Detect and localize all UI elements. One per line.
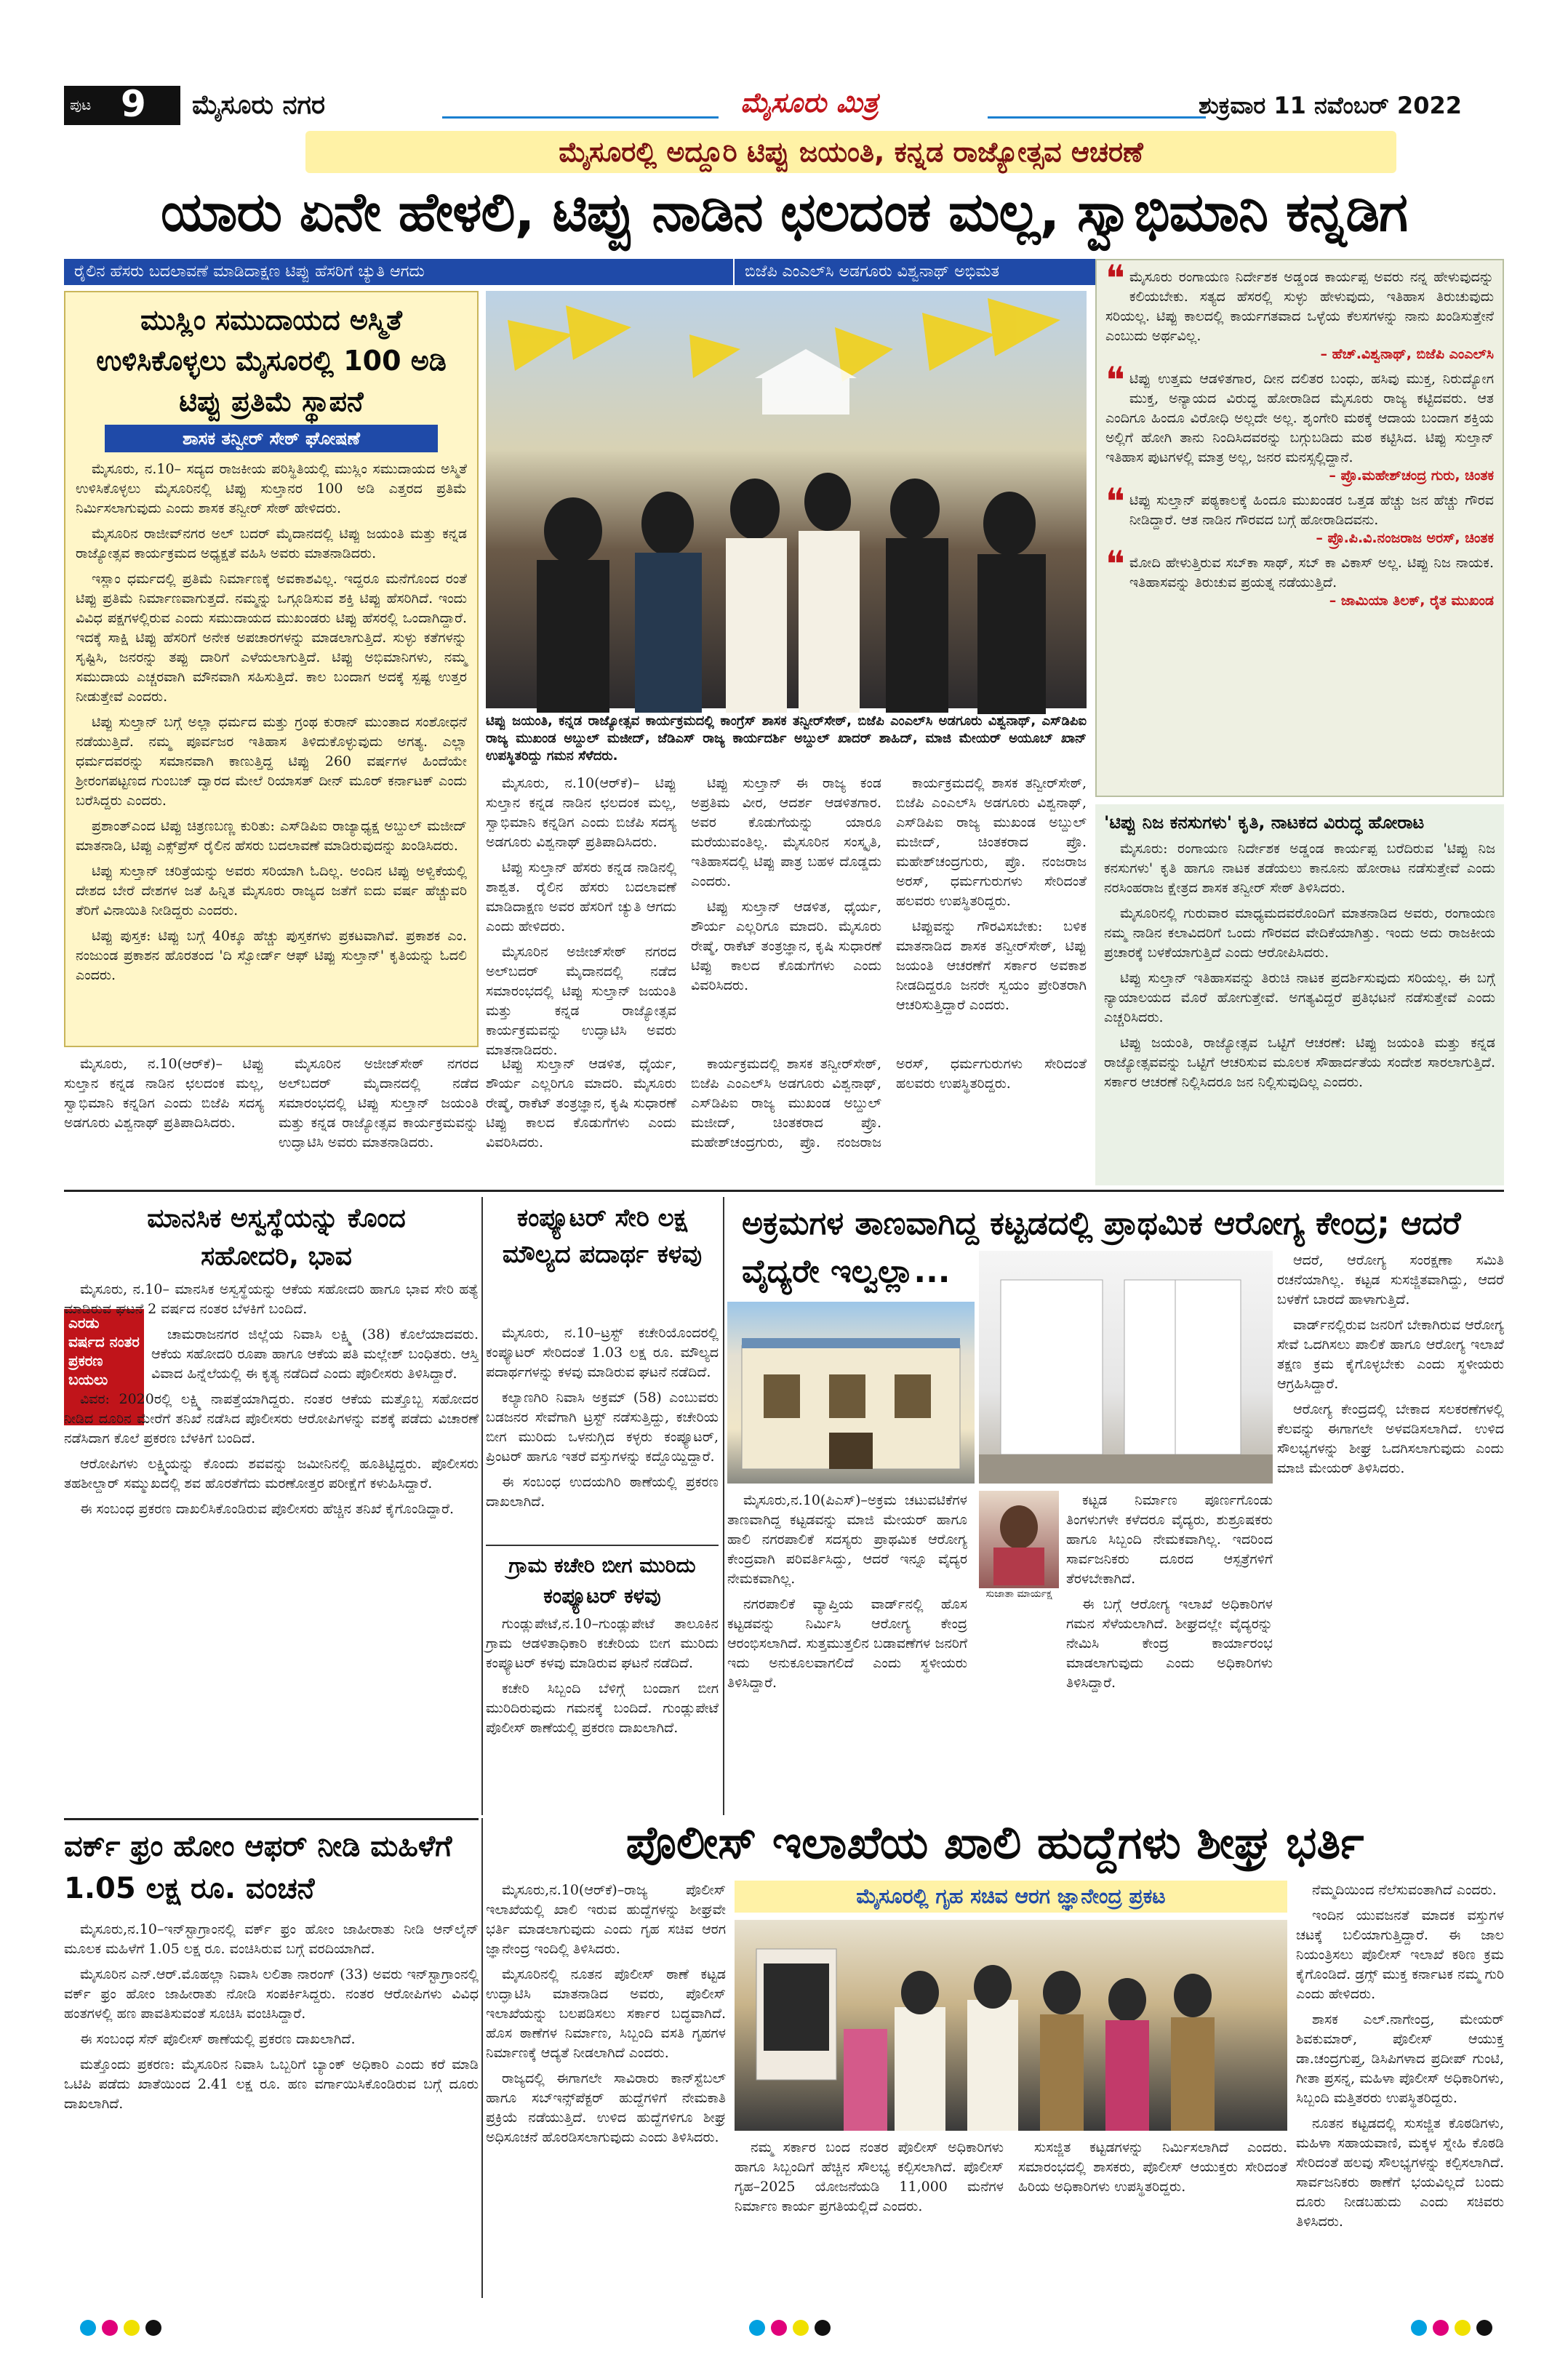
mental-story-body <box>64 1280 479 1818</box>
right-story-para: ಟಿಪ್ಪು ಜಯಂತಿ, ರಾಜ್ಯೋತ್ಸವ ಒಟ್ಟಿಗೆ ಆಚರಣೆ: ಟಿಪ್ಪು ಜಯಂತಿ ಮತ್ತು ಕನ್ನಡ ರಾಜ್ಯೋತ್ಸವವನ್ನು ಒಟ್ಟಿಗೆ ಆಚರಿಸುವ ಮೂಲಕ ಸೌಹಾರ್ದತೆಯ ಸಂದೇಶ ಸಾರಲಾಗುತ್ತಿದೆ. ಸರ್ಕಾರ ಆಚರಣೆ ನಿಲ್ಲಿಸಿದರೂ ಜನ ನಿಲ್ಲಿಸುವುದಿಲ್ಲ ಎಂದರು. <box>1104 1035 1495 1090</box>
quote-mark-icon: ❝ <box>1105 257 1125 300</box>
mental-story-title: ಮಾನಸಿಕ ಅಸ್ವಸ್ಥೆಯನ್ನು ಕೊಂದ ಸಹೋದರಿ, ಭಾವ <box>147 1204 406 1271</box>
lead-lower-mid <box>486 1054 1087 1185</box>
clinic-building-icon <box>727 1302 975 1484</box>
quote-block <box>1105 257 1494 362</box>
sidebar-para: ಟಿಪ್ಪು ಸುಲ್ತಾನ್ ಚರಿತ್ರೆಯನ್ನು ಅವರು ಸರಿಯಾಗಿ ಓದಿಲ್ಲ. ಅಂದಿನ ಟಿಪ್ಪು ಅಳ್ವಿಕೆಯಲ್ಲಿ ದೇಶದ ಬೇರೆ ದೇಶಗಳ ಜತೆ ಹಿನ್ನಿತ ಮೈಸೂರು ರಾಜ್ಯದ ಜತೆಗೆ ಐದು ವರ್ಷ ಹೆಚ್ಚುವರಿ ತೆರಿಗೆ ವಿನಾಯಿತಿ ನೀಡಿದ್ದರು ಎಂದರು. <box>76 863 467 918</box>
mental-story-para: ಈ ಸಂಬಂಧ ಪ್ರಕರಣ ದಾಖಲಿಸಿಕೊಂಡಿರುವ ಪೊಲೀಸರು ಹೆಚ್ಚಿನ ತನಿಖೆ ಕೈಗೊಂಡಿದ್ದಾರೆ. <box>80 1501 454 1517</box>
lead-strap-left-text: ರೈಲಿನ ಹೆಸರು ಬದಲಾವಣೆ ಮಾಡಿದಾಕ್ಷಣ ಟಿಪ್ಪು ಹೆಸರಿಗೆ ಚ್ಯುತಿ ಆಗದು <box>74 263 425 281</box>
lead-lower-para: ಕಾರ್ಯಕ್ರಮದಲ್ಲಿ ಶಾಸಕ ತನ್ವೀರ್‌ಸೇಠ್, ಬಿಜೆಪಿ ಎಂಎಲ್‌ಸಿ ಅಡಗೂರು ವಿಶ್ವನಾಥ್, ಎಸ್‌ಡಿಪಿಐ ರಾಜ್ಯ ಮುಖಂಡ ಅಬ್ದುಲ್ ಮಜೀದ್, ಚಿಂತಕರಾದ ಪ್ರೊ. ಮಹೇಶ್‌ಚಂದ್ರಗುರು, ಪ್ರೊ. ನಂಜರಾಜ ಅರಸ್, ಧರ್ಮಗುರುಗಳು ಸೇರಿದಂತೆ ಹಲವರು ಉಪಸ್ಥಿತರಿದ್ದರು. <box>691 1056 1087 1150</box>
police-right-para: ನೆಮ್ಮದಿಯಿಂದ ನೆಲೆಸುವಂತಾಗಿದೆ ಎಂದರು. <box>1312 1882 1497 1898</box>
masthead-logo: ಮೈಸೂರು ಮಿತ್ರ <box>740 86 879 119</box>
quote-mark-icon: ❝ <box>1105 543 1125 585</box>
registration-dot-magenta <box>771 2320 787 2336</box>
quote-attribution: – ಜಾಮಿಯಾ ತಿಲಕ್, ರೈತ ಮುಖಂಡ <box>1329 593 1494 609</box>
right-story-para: ಟಿಪ್ಪು ಸುಲ್ತಾನ್ ಇತಿಹಾಸವನ್ನು ತಿರುಚಿ ನಾಟಕ ಪ್ರದರ್ಶಿಸುವುದು ಸರಿಯಲ್ಲ. ಈ ಬಗ್ಗೆ ನ್ಯಾಯಾಲಯದ ಮೊರೆ ಹೋಗುತ್ತೇವೆ. ಅಗತ್ಯವಿದ್ದರೆ ಪ್ರತಿಭಟನೆ ನಡೆಸುತ್ತೇವೆ ಎಂದು ಎಚ್ಚರಿಸಿದರು. <box>1104 970 1495 1025</box>
clinic-right-para: ಆರೋಗ್ಯ ಕೇಂದ್ರದಲ್ಲಿ ಬೇಕಾದ ಸಲಕರಣೆಗಳಲ್ಲಿ ಕೆಲವನ್ನು ಈಗಾಗಲೇ ಅಳವಡಿಸಲಾಗಿದೆ. ಉಳಿದ ಸೌಲಭ್ಯಗಳನ್ನು ಶೀಘ್ರ ಒದಗಿಸಲಾಗುವುದು ಎಂದು ಮಾಜಿ ಮೇಯರ್ ತಿಳಿಸಿದರು. <box>1277 1401 1504 1476</box>
sidebar-body <box>76 460 467 998</box>
computer-sub-para: ಗುಂಡ್ಲುಪೇಟೆ,ನ.10–ಗುಂಡ್ಲುಪೇಟೆ ತಾಲೂಕಿನ ಗ್ರಾಮ ಆಡಳಿತಾಧಿಕಾರಿ ಕಚೇರಿಯ ಬೀಗ ಮುರಿದು ಕಂಪ್ಯೂಟರ್ ಕಳವು ಮಾಡಿರುವ ಘಟನೆ ನಡೆದಿದೆ. <box>486 1616 719 1671</box>
sidebar-para: ಇಸ್ಲಾಂ ಧರ್ಮದಲ್ಲಿ ಪ್ರತಿಮೆ ನಿರ್ಮಾಣಕ್ಕೆ ಅವಕಾಶವಿಲ್ಲ. ಇದ್ದರೂ ಮನೆಗೊಂದ ರಂತೆ ಟಿಪ್ಪು ಪ್ರತಿಮೆ ನಿರ್ಮಾಣವಾಗುತ್ತದೆ. ನಮ್ಮನ್ನು ಒಗ್ಗೂಡಿಸುವ ಶಕ್ತಿ ಟಿಪ್ಪು ಹೆಸರಿಗಿದೆ. ಇಂದು ವಿವಿಧ ಪಕ್ಷಗಳಲ್ಲಿರುವ ಎಂದು ಸಮುದಾಯದ ಮುಖಂಡರು ಟಿಪ್ಪು ಹೆಸರಲ್ಲಿ ಒಂದಾಗಿದ್ದಾರೆ. ಇದಕ್ಕೆ ಸಾಕ್ಷಿ ಟಿಪ್ಪು ಹೆಸರಿಗೆ ಅನೇಕ ಅಪಚಾರಗಳನ್ನು ಮಾಡಲಾಗುತ್ತಿದೆ. ಸುಳ್ಳು ಕತೆಗಳನ್ನು ಸೃಷ್ಟಿಸಿ, ಜನರನ್ನು ತಪ್ಪು ದಾರಿಗೆ ಎಳೆಯಲಾಗುತ್ತಿದೆ. ಟಿಪ್ಪು ಅಭಿಮಾನಿಗಳು, ನಮ್ಮ ಸಮುದಾಯ ಎಚ್ಚರವಾಗಿ ಮೌನವಾಗಿ ಸಹಿಸುತ್ತಿದೆ. ಕಾಲ ಬಂದಾಗ ಅದಕ್ಕೆ ಸ್ಪಷ್ಟ ಉತ್ತರ ನೀಡುತ್ತೇವೆ ಎಂದರು. <box>76 571 467 705</box>
computer-sub-title: ಗ್ರಾಮ ಕಚೇರಿ ಬೀಗ ಮುರಿದು ಕಂಪ್ಯೂಟರ್ ಕಳವು <box>486 1545 719 1612</box>
clinic-para: ಮೈಸೂರು,ನ.10(ಪಿಎಸ್‌)–ಅಕ್ರಮ ಚಟುವಟಿಕೆಗಳ ತಾಣವಾಗಿದ್ದ ಕಟ್ಟಡವನ್ನು ಮಾಜಿ ಮೇಯರ್ ಹಾಗೂ ಹಾಲಿ ನಗರಪಾಲಿಕೆ ಸದಸ್ಯರು ಪ್ರಾಥಮಿಕ ಆರೋಗ್ಯ ಕೇಂದ್ರವಾಗಿ ಪರಿವರ್ತಿಸಿದ್ದು, ಆದರೆ ಇನ್ನೂ ವೈದ್ಯರ ನೇಮಕವಾಗಿಲ್ಲ. <box>727 1492 967 1587</box>
lead-body-para: ಕಾರ್ಯಕ್ರಮದಲ್ಲಿ ಶಾಸಕ ತನ್ವೀರ್‌ಸೇಠ್, ಬಿಜೆಪಿ ಎಂಎಲ್‌ಸಿ ಅಡಗೂರು ವಿಶ್ವನಾಥ್, ಎಸ್‌ಡಿಪಿಐ ರಾಜ್ಯ ಮುಖಂಡ ಅಬ್ದುಲ್ ಮಜೀದ್, ಚಿಂತಕರಾದ ಪ್ರೊ. ಮಹೇಶ್‌ಚಂದ್ರಗುರು, ಪ್ರೊ. ನಂಜರಾಜ ಅರಸ್, ಧರ್ಮಗುರುಗಳು ಸೇರಿದಂತೆ ಹಲವರು ಉಪಸ್ಥಿತರಿದ್ದರು. <box>896 775 1087 909</box>
quote-text: ಟಿಪ್ಪು ಉತ್ತಮ ಆಡಳಿತಗಾರ, ದೀನ ದಲಿತರ ಬಂಧು, ಹಸಿವು ಮುಕ್ತ, ನಿರುದ್ಯೋಗ ಮುಕ್ತ, ಅನ್ಯಾಯದ ವಿರುದ್ಧ ಹೋರಾಡಿದ ಮೈಸೂರು ರಾಜ್ಯ ಕಟ್ಟಿದವರು. ಆತ ಎಂದಿಗೂ ಹಿಂದೂ ವಿರೋಧಿ ಅಲ್ಲದೇ ಅಲ್ಲ. ಶೃಂಗೇರಿ ಮಠಕ್ಕೆ ಆದಾಯ ಬಂದಾಗ ಶಕ್ತಿಯ ಅಲ್ಲಿಗೆ ಹೋಗಿ ತಾನು ನಿಂದಿಸಿದವರನ್ನು ಬಗ್ಗುಬಡಿದು ಮಠ ಕಟ್ಟಿಸಿದ. ಟಿಪ್ಪು ಸುಲ್ತಾನ್ ಇತಿಹಾಸ ಪುಟಗಳಲ್ಲಿ ಮಾತ್ರ ಅಲ್ಲ, ಜನರ ಮನಸ್ಸಲ್ಲಿದ್ದಾನೆ. <box>1105 371 1494 465</box>
clinic-photo-interior <box>979 1251 1273 1484</box>
quote-block <box>1105 359 1494 484</box>
police-bottom-para: ಸುಸಜ್ಜಿತ ಕಟ್ಟಡಗಳನ್ನು ನಿರ್ಮಿಸಲಾಗಿದೆ ಎಂದರು. ಸಮಾರಂಭದಲ್ಲಿ ಶಾಸಕರು, ಪೊಲೀಸ್ ಆಯುಕ್ತರು ಸೇರಿದಂತೆ ಹಿರಿಯ ಅಧಿಕಾರಿಗಳು ಉಪಸ್ಥಿತರಿದ್ದರು. <box>1018 2139 1287 2195</box>
clinic-photo-exterior <box>727 1302 975 1484</box>
registration-dot-yellow <box>793 2320 809 2336</box>
quote-mark-icon: ❝ <box>1105 481 1125 523</box>
sidebar-para: ಪ್ರಶಾಂತ್‌ಎಂದ ಟಿಪ್ಪು ಚಿತ್ರಣಬಣ್ಣ ಕುರಿತು: ಎಸ್‌ಡಿಪಿಐ ರಾಜ್ಯಾಧ್ಯಕ್ಷ ಅಬ್ದುಲ್ ಮಜೀದ್ ಮಾತನಾಡಿ, ಟಿಪ್ಪು ಎಕ್ಸ್‌ಪ್ರೆಸ್ ರೈಲಿನ ಹೆಸರು ಬದಲಾವಣೆ ಮಾಡಿರುವುದನ್ನು ಖಂಡಿಸಿದರು. <box>76 818 467 854</box>
computer-story-para: ಈ ಸಂಬಂಧ ಉದಯಗಿರಿ ಠಾಣೆಯಲ್ಲಿ ಪ್ರಕರಣ ದಾಖಲಾಗಿದೆ. <box>486 1474 719 1510</box>
police-event-photo <box>735 1920 1287 2131</box>
quote-panel <box>1095 259 1504 797</box>
registration-dot-magenta <box>102 2320 118 2336</box>
mental-story-para: ವಿವರ: 2020ರಲ್ಲಿ ಲಕ್ಷ್ಮಿ ನಾಪತ್ತೆಯಾಗಿದ್ದರು. ನಂತರ ಆಕೆಯ ಮತ್ತೊಬ್ಬ ಸಹೋದರ ನೀಡಿದ ದೂರಿನ ಮೇರೆಗೆ ತನಿಖೆ ನಡೆಸಿದ ಪೊಲೀಸರು ಆರೋಪಿಗಳನ್ನು ವಶಕ್ಕೆ ಪಡೆದು ವಿಚಾರಣೆ ನಡೆಸಿದಾಗ ಕೊಲೆ ಪ್ರಕರಣ ಬೆಳಕಿಗೆ ಬಂದಿದೆ. <box>64 1391 479 1446</box>
registration-dot-cyan <box>80 2320 96 2336</box>
lead-body-col-3 <box>896 774 1087 1047</box>
lead-body-col-1 <box>486 774 676 1058</box>
clinic-para: ಈ ಬಗ್ಗೆ ಆರೋಗ್ಯ ಇಲಾಖೆ ಅಧಿಕಾರಿಗಳ ಗಮನ ಸೆಳೆಯಲಾಗಿದೆ. ಶೀಘ್ರದಲ್ಲೇ ವೈದ್ಯರನ್ನು ನೇಮಿಸಿ ಕೇಂದ್ರ ಕಾರ್ಯಾರಂಭ ಮಾಡಲಾಗುವುದು ಎಂದು ಅಧಿಕಾರಿಗಳು ತಿಳಿಸಿದ್ದಾರೆ. <box>1066 1596 1273 1691</box>
section-divider <box>64 1190 1504 1192</box>
page-header <box>64 83 1504 125</box>
page-number: 9 <box>121 83 146 125</box>
page-number-box <box>64 83 180 125</box>
sidebar-para: ಟಿಪ್ಪು ಪುಸ್ತಕ: ಟಿಪ್ಪು ಬಗ್ಗೆ 40ಕ್ಕೂ ಹೆಚ್ಚು ಪುಸ್ತಕಗಳು ಪ್ರಕಟವಾಗಿವೆ. ಪ್ರಕಾಶಕ ಎಂ. ನಂಜುಂಡ ಪ್ರಕಾಶನ ಹೊರತಂದ 'ದಿ ಸ್ವೋರ್ಡ್ ಆಫ್ ಟಿಪ್ಪು ಸುಲ್ತಾನ್' ಕೃತಿಯನ್ನು ಓದಲಿ ಎಂದರು. <box>76 928 467 983</box>
police-para: ಮೈಸೂರಿನಲ್ಲಿ ನೂತನ ಪೊಲೀಸ್ ಠಾಣೆ ಕಟ್ಟಡ ಉದ್ಘಾಟಿಸಿ ಮಾತನಾಡಿದ ಅವರು, ಪೊಲೀಸ್ ಇಲಾಖೆಯನ್ನು ಬಲಪಡಿಸಲು ಸರ್ಕಾರ ಬದ್ಧವಾಗಿದೆ. ಹೊಸ ಠಾಣೆಗಳ ನಿರ್ಮಾಣ, ಸಿಬ್ಬಂದಿ ವಸತಿ ಗೃಹಗಳ ನಿರ್ಮಾಣಕ್ಕೆ ಆದ್ಯತೆ ನೀಡಲಾಗಿದೆ ಎಂದರು. <box>486 1966 726 2061</box>
wfh-para: ಮೈಸೂರಿನ ಎನ್.ಆರ್.ಮೊಹಲ್ಲಾ ನಿವಾಸಿ ಲಲಿತಾ ನಾರಂಗ್ (33) ಅವರು ಇನ್‌ಸ್ಟಾಗ್ರಾಂನಲ್ಲಿ ವರ್ಕ್ ಫ್ರಂ ಹೋಂ ಜಾಹೀರಾತು ನೋಡಿ ಸಂಪರ್ಕಿಸಿದ್ದರು. ನಂತರ ಆರೋಪಿಗಳು ವಿವಿಧ ಹಂತಗಳಲ್ಲಿ ಹಣ ಪಾವತಿಸುವಂತೆ ಸೂಚಿಸಿ ವಂಚಿಸಿದ್ದಾರೆ. <box>64 1966 479 2022</box>
computer-story-para: ಕಲ್ಯಾಣಗಿರಿ ನಿವಾಸಿ ಅಕ್ರಮ್ (58) ಎಂಬುವರು ಬಡಜನರ ಸೇವೆಗಾಗಿ ಟ್ರಸ್ಟ್ ನಡೆಸುತ್ತಿದ್ದು, ಕಚೇರಿಯ ಬೀಗ ಮುರಿದು ಒಳನುಗ್ಗಿದ ಕಳ್ಳರು ಕಂಪ್ಯೂಟರ್, ಪ್ರಿಂಟರ್ ಹಾಗೂ ಇತರೆ ವಸ್ತುಗಳನ್ನು ಕದ್ದೊಯ್ದಿದ್ದಾರೆ. <box>486 1390 719 1465</box>
right-story-title: 'ಟಿಪ್ಪು ನಿಜ ಕನಸುಗಳು' ಕೃತಿ, ನಾಟಕದ ವಿರುದ್ಧ ಹೋರಾಟ <box>1104 812 1425 833</box>
police-story-right <box>1296 1881 1504 2298</box>
lead-lower-para: ಮೈಸೂರಿನ ಅಜೀಜ್‌ಸೇಠ್ ನಗರದ ಅಲ್‌ಬದರ್ ಮೈದಾನದಲ್ಲಿ ನಡೆದ ಸಮಾರಂಭದಲ್ಲಿ ಟಿಪ್ಪು ಸುಲ್ತಾನ್ ಜಯಂತಿ ಮತ್ತು ಕನ್ನಡ ರಾಜ್ಯೋತ್ಸವ ಕಾರ್ಯಕ್ರಮವನ್ನು ಉದ್ಘಾಟಿಸಿ ಅವರು ಮಾತನಾಡಿದರು. <box>279 1056 479 1150</box>
registration-dot-yellow <box>1455 2320 1471 2336</box>
clinic-para: ಕಟ್ಟಡ ನಿರ್ಮಾಣ ಪೂರ್ಣಗೊಂಡು ತಿಂಗಳುಗಳೇ ಕಳೆದರೂ ವೈದ್ಯರು, ಶುಶ್ರೂಷಕರು ಹಾಗೂ ಸಿಬ್ಬಂದಿ ನೇಮಕವಾಗಿಲ್ಲ. ಇದರಿಂದ ಸಾರ್ವಜನಿಕರು ದೂರದ ಆಸ್ಪತ್ರೆಗಳಿಗೆ ತೆರಳಬೇಕಾಗಿದೆ. <box>1066 1492 1273 1587</box>
wfh-para: ಈ ಸಂಬಂಧ ಸೆನ್ ಪೊಲೀಸ್ ಠಾಣೆಯಲ್ಲಿ ಪ್ರಕರಣ ದಾಖಲಾಗಿದೆ. <box>80 2031 356 2047</box>
lead-strap-right <box>735 259 1153 285</box>
lead-body-para: ಟಿಪ್ಪು ಸುಲ್ತಾನ್ ಹೆಸರು ಕನ್ನಡ ನಾಡಿನಲ್ಲಿ ಶಾಶ್ವತ. ರೈಲಿನ ಹೆಸರು ಬದಲಾವಣೆ ಮಾಡಿದಾಕ್ಷಣ ಅವರ ಹೆಸರಿಗೆ ಚ್ಯುತಿ ಆಗದು ಎಂದು ಹೇಳಿದರು. <box>486 860 676 934</box>
column-rule <box>481 1197 483 1815</box>
police-photo <box>735 1920 1287 2131</box>
person-caption: ಸುಜಾತಾ ಮಾರ್ಯಕ್ಷ <box>979 1588 1059 1600</box>
sidebar-para: ಮೈಸೂರು, ನ.10– ಸದ್ಯದ ರಾಜಕೀಯ ಪರಿಸ್ಥಿತಿಯಲ್ಲಿ ಮುಸ್ಲಿಂ ಸಮುದಾಯದ ಅಸ್ಮಿತೆ ಉಳಿಸಿಕೊಳ್ಳಲು ಮೈಸೂರಿನಲ್ಲಿ ಟಿಪ್ಪು ಸುಲ್ತಾನರ 100 ಅಡಿ ಎತ್ತರದ ಪ್ರತಿಮೆ ನಿರ್ಮಿಸಲಾಗುವುದು ಎಂದು ಶಾಸಕ ತನ್ವೀರ್ ಸೇಠ್ ಹೇಳಿದರು. <box>76 461 467 516</box>
clinic-person-photo <box>979 1491 1059 1600</box>
column-rule <box>723 1197 724 1815</box>
police-right-para: ನೂತನ ಕಟ್ಟಡದಲ್ಲಿ ಸುಸಜ್ಜಿತ ಕೊಠಡಿಗಳು, ಮಹಿಳಾ ಸಹಾಯವಾಣಿ, ಮಕ್ಕಳ ಸ್ನೇಹಿ ಕೊಠಡಿ ಸೇರಿದಂತೆ ಹಲವು ಸೌಲಭ್ಯಗಳನ್ನು ಕಲ್ಪಿಸಲಾಗಿದೆ. ಸಾರ್ವಜನಿಕರು ಠಾಣೆಗೆ ಭಯವಿಲ್ಲದೆ ಬಂದು ದೂರು ನೀಡಬಹುದು ಎಂದು ಸಚಿವರು ತಿಳಿಸಿದರು. <box>1296 2115 1504 2230</box>
computer-sub-body <box>486 1614 719 1815</box>
police-right-para: ಇಂದಿನ ಯುವಜನತೆ ಮಾದಕ ವಸ್ತುಗಳ ಚಟಕ್ಕೆ ಬಲಿಯಾಗುತ್ತಿದ್ದಾರೆ. ಈ ಜಾಲ ನಿಯಂತ್ರಿಸಲು ಪೊಲೀಸ್ ಇಲಾಖೆ ಕಠಿಣ ಕ್ರಮ ಕೈಗೊಂಡಿದೆ. ಡ್ರಗ್ಸ್ ಮುಕ್ತ ಕರ್ನಾಟಕ ನಮ್ಮ ಗುರಿ ಎಂದು ಹೇಳಿದರು. <box>1296 1907 1504 2002</box>
quote-attribution: – ಪ್ರೊ.ಪಿ.ವಿ.ನಂಜರಾಜ ಅರಸ್, ಚಿಂತಕ <box>1316 530 1494 546</box>
mental-story-para: ಆರೋಪಿಗಳು ಲಕ್ಷ್ಮಿಯನ್ನು ಕೊಂದು ಶವವನ್ನು ಜಮೀನಿನಲ್ಲಿ ಹೂತಿಟ್ಟಿದ್ದರು. ಪೊಲೀಸರು ತಹಶೀಲ್ದಾರ್ ಸಮ್ಮುಖದಲ್ಲಿ ಶವ ಹೊರತೆಗೆದು ಮರಣೋತ್ತರ ಪರೀಕ್ಷೆಗೆ ಕಳುಹಿಸಿದ್ದಾರೆ. <box>64 1456 479 1492</box>
quote-text: ಟಿಪ್ಪು ಸುಲ್ತಾನ್ ಪಠ್ಯಕಾಲಕ್ಕೆ ಹಿಂದೂ ಮುಖಂಡರ ಒತ್ತಡ ಹೆಚ್ಚು ಜನ ಹೆಚ್ಚು ಗೌರವ ನೀಡಿದ್ದಾರೆ. ಆತ ನಾಡಿನ ಗೌರವದ ಬಗ್ಗೆ ಹೋರಾಡಿದವನು. <box>1129 492 1494 528</box>
lead-body-para: ಮೈಸೂರಿನ ಅಜೀಜ್‌ಸೇಠ್ ನಗರದ ಅಲ್‌ಬದರ್ ಮೈದಾನದಲ್ಲಿ ನಡೆದ ಸಮಾರಂಭದಲ್ಲಿ ಟಿಪ್ಪು ಸುಲ್ತಾನ್ ಜಯಂತಿ ಮತ್ತು ಕನ್ನಡ ರಾಜ್ಯೋತ್ಸವ ಕಾರ್ಯಕ್ರಮವನ್ನು ಉದ್ಘಾಟಿಸಿ ಅವರು ಮಾತನಾಡಿದರು. <box>486 944 676 1058</box>
clinic-interior-icon <box>979 1251 1273 1484</box>
section-name: ಮೈಸೂರು ನಗರ <box>192 90 326 120</box>
lead-sidebar <box>64 291 479 1047</box>
lead-photo <box>486 291 1087 708</box>
column-rule <box>481 1818 483 2298</box>
lead-photo-caption: ಟಿಪ್ಪು ಜಯಂತಿ, ಕನ್ನಡ ರಾಜ್ಯೋತ್ಸವ ಕಾರ್ಯಕ್ರಮದಲ್ಲಿ ಕಾಂಗ್ರೆಸ್ ಶಾಸಕ ತನ್ವೀರ್‌ಸೇಠ್, ಬಿಜೆಪಿ ಎಂಎಲ್‌ಸಿ ಅಡಗೂರು ವಿಶ್ವನಾಥ್, ಎಸ್‌ಡಿಪಿಐ ರಾಜ್ಯ ಮುಖಂಡ ಅಬ್ದುಲ್ ಮಜೀದ್, ಜೆಡಿಎಸ್ ರಾಜ್ಯ ಕಾರ್ಯದರ್ಶಿ ಅಬ್ದುಲ್ ಖಾದರ್ ಶಾಹಿದ್, ಮಾಜಿ ಮೇಯರ್ ಅಯೂಬ್ ಖಾನ್ ಉಪಸ್ಥಿತರಿದ್ದು ಗಮನ ಸೆಳೆದರು. <box>486 713 1087 764</box>
person-avatar-icon <box>979 1491 1059 1585</box>
lead-lower-left <box>64 1054 479 1185</box>
lead-body-para: ಮೈಸೂರು, ನ.10(ಆರ್‌ಕೆ)– ಟಿಪ್ಪು ಸುಲ್ತಾನ ಕನ್ನಡ ನಾಡಿನ ಛಲದಂಕ ಮಲ್ಲ, ಸ್ವಾಭಿಮಾನಿ ಕನ್ನಡಿಗ ಎಂದು ಬಿಜೆಪಿ ಸದಸ್ಯ ಅಡಗೂರು ವಿಶ್ವನಾಥ್ ಪ್ರತಿಪಾದಿಸಿದರು. <box>486 775 676 850</box>
police-story-bottom <box>735 2138 1287 2298</box>
police-right-para: ಶಾಸಕ ಎಲ್.ನಾಗೇಂದ್ರ, ಮೇಯರ್ ಶಿವಕುಮಾರ್, ಪೊಲೀಸ್ ಆಯುಕ್ತ ಡಾ.ಚಂದ್ರಗುಪ್ತ, ಡಿಸಿಪಿಗಳಾದ ಪ್ರದೀಪ್ ಗುಂಟಿ, ಗೀತಾ ಪ್ರಸನ್ನ, ಮಹಿಳಾ ಪೊಲೀಸ್ ಅಧಿಕಾರಿಗಳು, ಸಿಬ್ಬಂದಿ ಮತ್ತಿತರರು ಉಪಸ್ಥಿತರಿದ್ದರು. <box>1296 2011 1504 2106</box>
lead-headline: ಯಾರು ಏನೇ ಹೇಳಲಿ, ಟಿಪ್ಪು ನಾಡಿನ ಛಲದಂಕ ಮಲ್ಲ, ಸ್ವಾಭಿಮಾನಿ ಕನ್ನಡಿಗ <box>160 181 1408 244</box>
clinic-story-col-1 <box>727 1491 967 1815</box>
lead-strap-right-text: ಬಿಜೆಪಿ ಎಂಎಲ್‌ಸಿ ಅಡಗೂರು ವಿಶ್ವನಾಥ್ ಅಭಿಮತ <box>745 263 1000 281</box>
wfh-story-body <box>64 1920 479 2298</box>
quote-block <box>1105 543 1494 609</box>
quote-mark-icon: ❝ <box>1105 359 1125 401</box>
police-bottom-para: ನಮ್ಮ ಸರ್ಕಾರ ಬಂದ ನಂತರ ಪೊಲೀಸ್ ಅಧಿಕಾರಿಗಳು ಹಾಗೂ ಸಿಬ್ಬಂದಿಗೆ ಹೆಚ್ಚಿನ ಸೌಲಭ್ಯ ಕಲ್ಪಿಸಲಾಗಿದೆ. ಪೊಲೀಸ್ ಗೃಹ–2025 ಯೋಜನೆಯಡಿ 11,000 ಮನೆಗಳ ನಿರ್ಮಾಣ ಕಾರ್ಯ ಪ್ರಗತಿಯಲ್ಲಿದೆ ಎಂದರು. <box>735 2139 1004 2214</box>
clinic-story-col-2 <box>1066 1491 1273 1815</box>
computer-story-para: ಮೈಸೂರು, ನ.10–ಟ್ರಸ್ಟ್ ಕಚೇರಿಯೊಂದರಲ್ಲಿ ಕಂಪ್ಯೂಟರ್ ಸೇರಿದಂತೆ 1.03 ಲಕ್ಷ ರೂ. ಮೌಲ್ಯದ ಪದಾರ್ಥಗಳನ್ನು ಕಳವು ಮಾಡಿರುವ ಘಟನೆ ನಡೆದಿದೆ. <box>486 1325 719 1380</box>
quote-text: ಮೈಸೂರು ರಂಗಾಯಣ ನಿರ್ದೇಶಕ ಅಡ್ಡಂಡ ಕಾರ್ಯಪ್ಪ ಅವರು ನನ್ನ ಹೇಳುವುದನ್ನು ಕಲಿಯಬೇಕು. ಸತ್ಯದ ಹೆಸರಲ್ಲಿ ಸುಳ್ಳು ಹೇಳುವುದು, ಇತಿಹಾಸ ತಿರುಚುವುದು ಸರಿಯಲ್ಲ. ಟಿಪ್ಪು ಕಾಲದಲ್ಲಿ ಕಾರ್ಯಗತವಾದ ಒಳ್ಳೆಯ ಕೆಲಸಗಳನ್ನು ನಾನು ಖಂಡಿಸುತ್ತೇನೆ ಎಂಬುದು ಅರ್ಥವಿಲ್ಲ. <box>1105 269 1494 344</box>
lead-lower-para: ಟಿಪ್ಪು ಸುಲ್ತಾನ್ ಆಡಳಿತ, ಧೈರ್ಯ, ಶೌರ್ಯ ಎಲ್ಲರಿಗೂ ಮಾದರಿ. ಮೈಸೂರು ರೇಷ್ಮೆ, ರಾಕೆಟ್ ತಂತ್ರಜ್ಞಾನ, ಕೃಷಿ ಸುಧಾರಣೆ ಟಿಪ್ಪು ಕಾಲದ ಕೊಡುಗೆಗಳು ಎಂದು ವಿವರಿಸಿದರು. <box>486 1056 676 1150</box>
registration-dot-black <box>815 2320 831 2336</box>
quote-text: ಮೋದಿ ಹೇಳುತ್ತಿರುವ ಸಬ್‌ಕಾ ಸಾಥ್, ಸಬ್ ಕಾ ವಿಕಾಸ್ ಅಲ್ಲ. ಟಿಪ್ಪು ನಿಜ ನಾಯಕ. ಇತಿಹಾಸವನ್ನು ತಿರುಚುವ ಪ್ರಯತ್ನ ನಡೆಯುತ್ತಿದೆ. <box>1129 555 1494 590</box>
right-story <box>1095 804 1504 1185</box>
registration-dot-cyan <box>749 2320 765 2336</box>
quote-attribution: – ಹೆಚ್.ವಿಶ್ವನಾಥ್, ಬಿಜೆಪಿ ಎಂಎಲ್‌ಸಿ <box>1320 346 1494 362</box>
lead-body-para: ಟಿಪ್ಪು ಸುಲ್ತಾನ್ ಆಡಳಿತ, ಧೈರ್ಯ, ಶೌರ್ಯ ಎಲ್ಲರಿಗೂ ಮಾದರಿ. ಮೈಸೂರು ರೇಷ್ಮೆ, ರಾಕೆಟ್ ತಂತ್ರಜ್ಞಾನ, ಕೃಷಿ ಸುಧಾರಣೆ ಟಿಪ್ಪು ಕಾಲದ ಕೊಡುಗೆಗಳು ಎಂದು ವಿವರಿಸಿದರು. <box>691 899 881 993</box>
computer-story-title: ಕಂಪ್ಯೂಟರ್ ಸೇರಿ ಲಕ್ಷ ಮೌಲ್ಯದ ಪದಾರ್ಥ ಕಳವು <box>502 1204 703 1269</box>
page-label: ಪುಟ <box>70 96 92 113</box>
mental-story-para: ಮೈಸೂರು, ನ.10– ಮಾನಸಿಕ ಅಸ್ವಸ್ಥೆಯನ್ನು ಆಕೆಯ ಸಹೋದರಿ ಹಾಗೂ ಭಾವ ಸೇರಿ ಹತ್ಯೆ ಮಾಡಿರುವ ಘಟನೆ 2 ವರ್ಷದ ನಂತರ ಬೆಳಕಿಗೆ ಬಂದಿದೆ. <box>64 1281 479 1317</box>
lead-body-para: ಟಿಪ್ಪು ಸುಲ್ತಾನ್ ಈ ರಾಜ್ಯ ಕಂಡ ಅಪ್ರತಿಮ ವೀರ, ಆದರ್ಶ ಆಡಳಿತಗಾರ. ಅವರ ಕೊಡುಗೆಯನ್ನು ಯಾರೂ ಮರೆಯುವಂತಿಲ್ಲ. ಮೈಸೂರಿನ ಸಂಸ್ಕೃತಿ, ಇತಿಹಾಸದಲ್ಲಿ ಟಿಪ್ಪು ಪಾತ್ರ ಬಹಳ ದೊಡ್ಡದು ಎಂದರು. <box>691 775 881 889</box>
computer-story-body <box>486 1324 719 1542</box>
police-para: ಮೈಸೂರು,ನ.10(ಆರ್‌ಕೆ)–ರಾಜ್ಯ ಪೊಲೀಸ್ ಇಲಾಖೆಯಲ್ಲಿ ಖಾಲಿ ಇರುವ ಹುದ್ದೆಗಳನ್ನು ಶೀಘ್ರವೇ ಭರ್ತಿ ಮಾಡಲಾಗುವುದು ಎಂದು ಗೃಹ ಸಚಿವ ಆರಗ ಜ್ಞಾನೇಂದ್ರ ಇಂದಿಲ್ಲಿ ತಿಳಿಸಿದರು. <box>486 1882 726 1957</box>
lead-body-col-2 <box>691 774 881 1047</box>
quote-block <box>1105 481 1494 546</box>
mental-story-para: ಚಾಮರಾಜನಗರ ಜಿಲ್ಲೆಯ ನಿವಾಸಿ ಲಕ್ಷ್ಮಿ (38) ಕೊಲೆಯಾದವರು. ಆಕೆಯ ಸಹೋದರಿ ರೂಪಾ ಹಾಗೂ ಆಕೆಯ ಪತಿ ಮಲ್ಲೇಶ್ ಬಂಧಿತರು. ಆಸ್ತಿ ವಿವಾದ ಹಿನ್ನೆಲೆಯಲ್ಲಿ ಈ ಕೃತ್ಯ ನಡೆದಿದೆ ಎಂದು ಪೊಲೀಸರು ತಿಳಿಸಿದ್ದಾರೆ. <box>151 1326 479 1382</box>
registration-dot-black <box>145 2320 161 2336</box>
issue-date: ಶುಕ್ರವಾರ 11 ನವೆಂಬರ್ 2022 <box>1199 92 1462 119</box>
mental-story-tag-text: ಎರಡು ವರ್ಷದ ನಂತರ ಪ್ರಕರಣ ಬಯಲು <box>68 1314 140 1388</box>
lead-kicker-text: ಮೈಸೂರಲ್ಲಿ ಅದ್ದೂರಿ ಟಿಪ್ಪು ಜಯಂತಿ, ಕನ್ನಡ ರಾಜ್ಯೋತ್ಸವ ಆಚರಣೆ <box>559 136 1143 168</box>
police-para: ರಾಜ್ಯದಲ್ಲಿ ಈಗಾಗಲೇ ಸಾವಿರಾರು ಕಾನ್‌ಸ್ಟೆಬಲ್ ಹಾಗೂ ಸಬ್‌ಇನ್ಸ್‌ಪೆಕ್ಟರ್ ಹುದ್ದೆಗಳಿಗೆ ನೇಮಕಾತಿ ಪ್ರಕ್ರಿಯೆ ನಡೆಯುತ್ತಿದೆ. ಉಳಿದ ಹುದ್ದೆಗಳಿಗೂ ಶೀಘ್ರ ಅಧಿಸೂಚನೆ ಹೊರಡಿಸಲಾಗುವುದು ಎಂದು ತಿಳಿಸಿದರು. <box>486 2070 726 2145</box>
registration-dot-yellow <box>124 2320 140 2336</box>
clinic-story-right <box>1277 1251 1504 1818</box>
lead-body-para: ಟಿಪ್ಪುವನ್ನು ಗೌರವಿಸಬೇಕು: ಬಳಿಕ ಮಾತನಾಡಿದ ಶಾಸಕ ತನ್ವೀರ್‌ಸೇಠ್, ಟಿಪ್ಪು ಜಯಂತಿ ಆಚರಣೆಗೆ ಸರ್ಕಾರ ಅವಕಾಶ ನೀಡದಿದ್ದರೂ ಜನರೇ ಸ್ವಯಂ ಪ್ರೇರಿತರಾಗಿ ಆಚರಿಸುತ್ತಿದ್ದಾರೆ ಎಂದರು. <box>896 918 1087 1013</box>
sidebar-subhead <box>105 425 438 452</box>
computer-sub-para: ಕಚೇರಿ ಸಿಬ್ಬಂದಿ ಬೆಳಿಗ್ಗೆ ಬಂದಾಗ ಬೀಗ ಮುರಿದಿರುವುದು ಗಮನಕ್ಕೆ ಬಂದಿದೆ. ಗುಂಡ್ಲುಪೇಟೆ ಪೊಲೀಸ್ ಠಾಣೆಯಲ್ಲಿ ಪ್ರಕರಣ ದಾಖಲಾಗಿದೆ. <box>486 1681 719 1736</box>
wfh-para: ಮತ್ತೊಂದು ಪ್ರಕರಣ: ಮೈಸೂರಿನ ನಿವಾಸಿ ಒಬ್ಬರಿಗೆ ಬ್ಯಾಂಕ್ ಅಧಿಕಾರಿ ಎಂದು ಕರೆ ಮಾಡಿ ಒಟಿಪಿ ಪಡೆದು ಖಾತೆಯಿಂದ 2.41 ಲಕ್ಷ ರೂ. ಹಣ ವರ್ಗಾಯಿಸಿಕೊಂಡಿರುವ ಬಗ್ಗೆ ದೂರು ದಾಖಲಾಗಿದೆ. <box>64 2057 479 2112</box>
clinic-right-para: ಆದರೆ, ಆರೋಗ್ಯ ಸಂರಕ್ಷಣಾ ಸಮಿತಿ ರಚನೆಯಾಗಿಲ್ಲ. ಕಟ್ಟಡ ಸುಸಜ್ಜಿತವಾಗಿದ್ದು, ಆದರೆ ಬಳಕೆಗೆ ಬಾರದೆ ಹಾಳಾಗುತ್ತಿದೆ. <box>1277 1252 1504 1308</box>
clinic-para: ನಗರಪಾಲಿಕೆ ವ್ಯಾಪ್ತಿಯ ವಾರ್ಡ್‌ನಲ್ಲಿ ಹೊಸ ಕಟ್ಟಡವನ್ನು ನಿರ್ಮಿಸಿ ಆರೋಗ್ಯ ಕೇಂದ್ರ ಆರಂಭಿಸಲಾಗಿದೆ. ಸುತ್ತಮುತ್ತಲಿನ ಬಡಾವಣೆಗಳ ಜನರಿಗೆ ಇದು ಅನುಕೂಲವಾಗಲಿದೆ ಎಂದು ಸ್ಥಳೀಯರು ತಿಳಿಸಿದ್ದಾರೆ. <box>727 1596 967 1691</box>
header-rule-left <box>442 116 719 119</box>
police-story-sub-text: ಮೈಸೂರಲ್ಲಿ ಗೃಹ ಸಚಿವ ಆರಗ ಜ್ಞಾನೇಂದ್ರ ಪ್ರಕಟ <box>856 1884 1166 1908</box>
lead-strap-left <box>64 259 733 285</box>
lead-kicker <box>305 131 1396 173</box>
registration-dot-black <box>1476 2320 1492 2336</box>
lead-lower-para: ಮೈಸೂರು, ನ.10(ಆರ್‌ಕೆ)– ಟಿಪ್ಪು ಸುಲ್ತಾನ ಕನ್ನಡ ನಾಡಿನ ಛಲದಂಕ ಮಲ್ಲ, ಸ್ವಾಭಿಮಾನಿ ಕನ್ನಡಿಗ ಎಂದು ಬಿಜೆಪಿ ಸದಸ್ಯ ಅಡಗೂರು ವಿಶ್ವನಾಥ್ ಪ್ರತಿಪಾದಿಸಿದರು. <box>64 1056 264 1131</box>
clinic-story-title: ಅಕ್ರಮಗಳ ತಾಣವಾಗಿದ್ದ ಕಟ್ಟಡದಲ್ಲಿ ಪ್ರಾಥಮಿಕ ಆರೋಗ್ಯ ಕೇಂದ್ರ; ಆದರೆ ವೈದ್ಯರೇ ಇಲ್ವಲ್ಲಾ... <box>742 1205 1461 1290</box>
quote-attribution: – ಪ್ರೊ.ಮಹೇಶ್‌ಚಂದ್ರ ಗುರು, ಚಿಂತಕ <box>1329 468 1494 484</box>
section-divider <box>64 1818 479 1820</box>
police-story-sub <box>735 1881 1287 1913</box>
sidebar-title: ಮುಸ್ಲಿಂ ಸಮುದಾಯದ ಅಸ್ಮಿತೆ ಉಳಿಸಿಕೊಳ್ಳಲು ಮೈಸೂರಲ್ಲಿ 100 ಅಡಿ ಟಿಪ್ಪು ಪ್ರತಿಮೆ ಸ್ಥಾಪನೆ <box>96 304 447 417</box>
right-story-para: ಮೈಸೂರಿನಲ್ಲಿ ಗುರುವಾರ ಮಾಧ್ಯಮದವರೊಂದಿಗೆ ಮಾತನಾಡಿದ ಅವರು, ರಂಗಾಯಣ ನಮ್ಮ ನಾಡಿನ ಕಲಾವಿದರಿಗೆ ಒಂದು ಗೌರವದ ವೇದಿಕೆಯಾಗಿತ್ತು. ಇಂದು ಅದು ರಾಜಕೀಯ ಪ್ರಚಾರಕ್ಕೆ ಬಳಕೆಯಾಗುತ್ತಿದೆ ಎಂದು ಆರೋಪಿಸಿದರು. <box>1104 905 1495 961</box>
sidebar-para: ಮೈಸೂರಿನ ರಾಜೀವ್‌ನಗರ ಅಲ್ ಬದರ್ ಮೈದಾನದಲ್ಲಿ ಟಿಪ್ಪು ಜಯಂತಿ ಮತ್ತು ಕನ್ನಡ ರಾಜ್ಯೋತ್ಸವ ಕಾರ್ಯಕ್ರಮದ ಅಧ್ಯಕ್ಷತೆ ವಹಿಸಿ ಅವರು ಮಾತನಾಡಿದರು. <box>76 526 467 561</box>
police-story-left <box>486 1881 726 2298</box>
right-story-para: ಮೈಸೂರು: ರಂಗಾಯಣ ನಿರ್ದೇಶಕ ಅಡ್ಡಂಡ ಕಾರ್ಯಪ್ಪ ಬರೆದಿರುವ 'ಟಿಪ್ಪು ನಿಜ ಕನಸುಗಳು' ಕೃತಿ ಹಾಗೂ ನಾಟಕ ತಡೆಯಲು ಕಾನೂನು ಹೋರಾಟ ನಡೆಸುತ್ತೇವೆ ಎಂದು ನರಸಿಂಹರಾಜ ಕ್ಷೇತ್ರದ ಶಾಸಕ ತನ್ವೀರ್ ಸೇಠ್ ತಿಳಿಸಿದರು. <box>1104 841 1495 896</box>
sidebar-para: ಟಿಪ್ಪು ಸುಲ್ತಾನ್ ಬಗ್ಗೆ ಅಲ್ಲಾ ಧರ್ಮದ ಮತ್ತು ಗ್ರಂಥ ಕುರಾನ್ ಮುಂತಾದ ಸಂಶೋಧನೆ ನಡೆಯುತ್ತಿದೆ. ನಮ್ಮ ಪೂರ್ವಜರ ಇತಿಹಾಸ ತಿಳಿದುಕೊಳ್ಳುವುದು ಅಗತ್ಯ. ಎಲ್ಲಾ ಧರ್ಮದವರನ್ನು ಸಮಾನವಾಗಿ ಕಾಣುತ್ತಿದ್ದ ಟಿಪ್ಪು 260 ವರ್ಷಗಳ ಹಿಂದೆಯೇ ಶ್ರೀರಂಗಪಟ್ಟಣದ ಗುಂಬಜ್ ದ್ವಾರದ ಮೇಲೆ ರಿಯಾಸತ್ ದೀನ್ ಮೂರ್ ಕರ್ನಾಟಕ್ ಎಂದು ಬರೆಸಿದ್ದರು ಎಂದರು. <box>76 714 467 809</box>
wfh-para: ಮೈಸೂರು,ನ.10–ಇನ್‌ಸ್ಟಾಗ್ರಾಂನಲ್ಲಿ ವರ್ಕ್ ಫ್ರಂ ಹೋಂ ಜಾಹೀರಾತು ನೀಡಿ ಆನ್‌ಲೈನ್ ಮೂಲಕ ಮಹಿಳೆಗೆ 1.05 ಲಕ್ಷ ರೂ. ವಂಚಿಸಿರುವ ಬಗ್ಗೆ ವರದಿಯಾಗಿದೆ. <box>64 1921 479 1957</box>
registration-dot-magenta <box>1433 2320 1449 2336</box>
registration-dot-cyan <box>1411 2320 1427 2336</box>
header-rule-right <box>988 116 1206 119</box>
sidebar-subhead-text: ಶಾಸಕ ತನ್ವೀರ್ ಸೇಠ್ ಘೋಷಣೆ <box>182 428 361 449</box>
clinic-right-para: ವಾರ್ಡ್‌ನಲ್ಲಿರುವ ಜನರಿಗೆ ಬೇಕಾಗಿರುವ ಆರೋಗ್ಯ ಸೇವೆ ಒದಗಿಸಲು ಪಾಲಿಕೆ ಹಾಗೂ ಆರೋಗ್ಯ ಇಲಾಖೆ ತಕ್ಷಣ ಕ್ರಮ ಕೈಗೊಳ್ಳಬೇಕು ಎಂದು ಸ್ಥಳೀಯರು ಆಗ್ರಹಿಸಿದ್ದಾರೆ. <box>1277 1317 1504 1392</box>
lead-photo-crowd <box>486 291 1087 708</box>
wfh-story-title: ವರ್ಕ್ ಫ್ರಂ ಹೋಂ ಆಫರ್ ನೀಡಿ ಮಹಿಳೆಗೆ 1.05 ಲಕ್ಷ ರೂ. ವಂಚನೆ <box>64 1830 452 1905</box>
police-story-title: ಪೊಲೀಸ್ ಇಲಾಖೆಯ ಖಾಲಿ ಹುದ್ದೆಗಳು ಶೀಘ್ರ ಭರ್ತಿ <box>625 1816 1364 1869</box>
